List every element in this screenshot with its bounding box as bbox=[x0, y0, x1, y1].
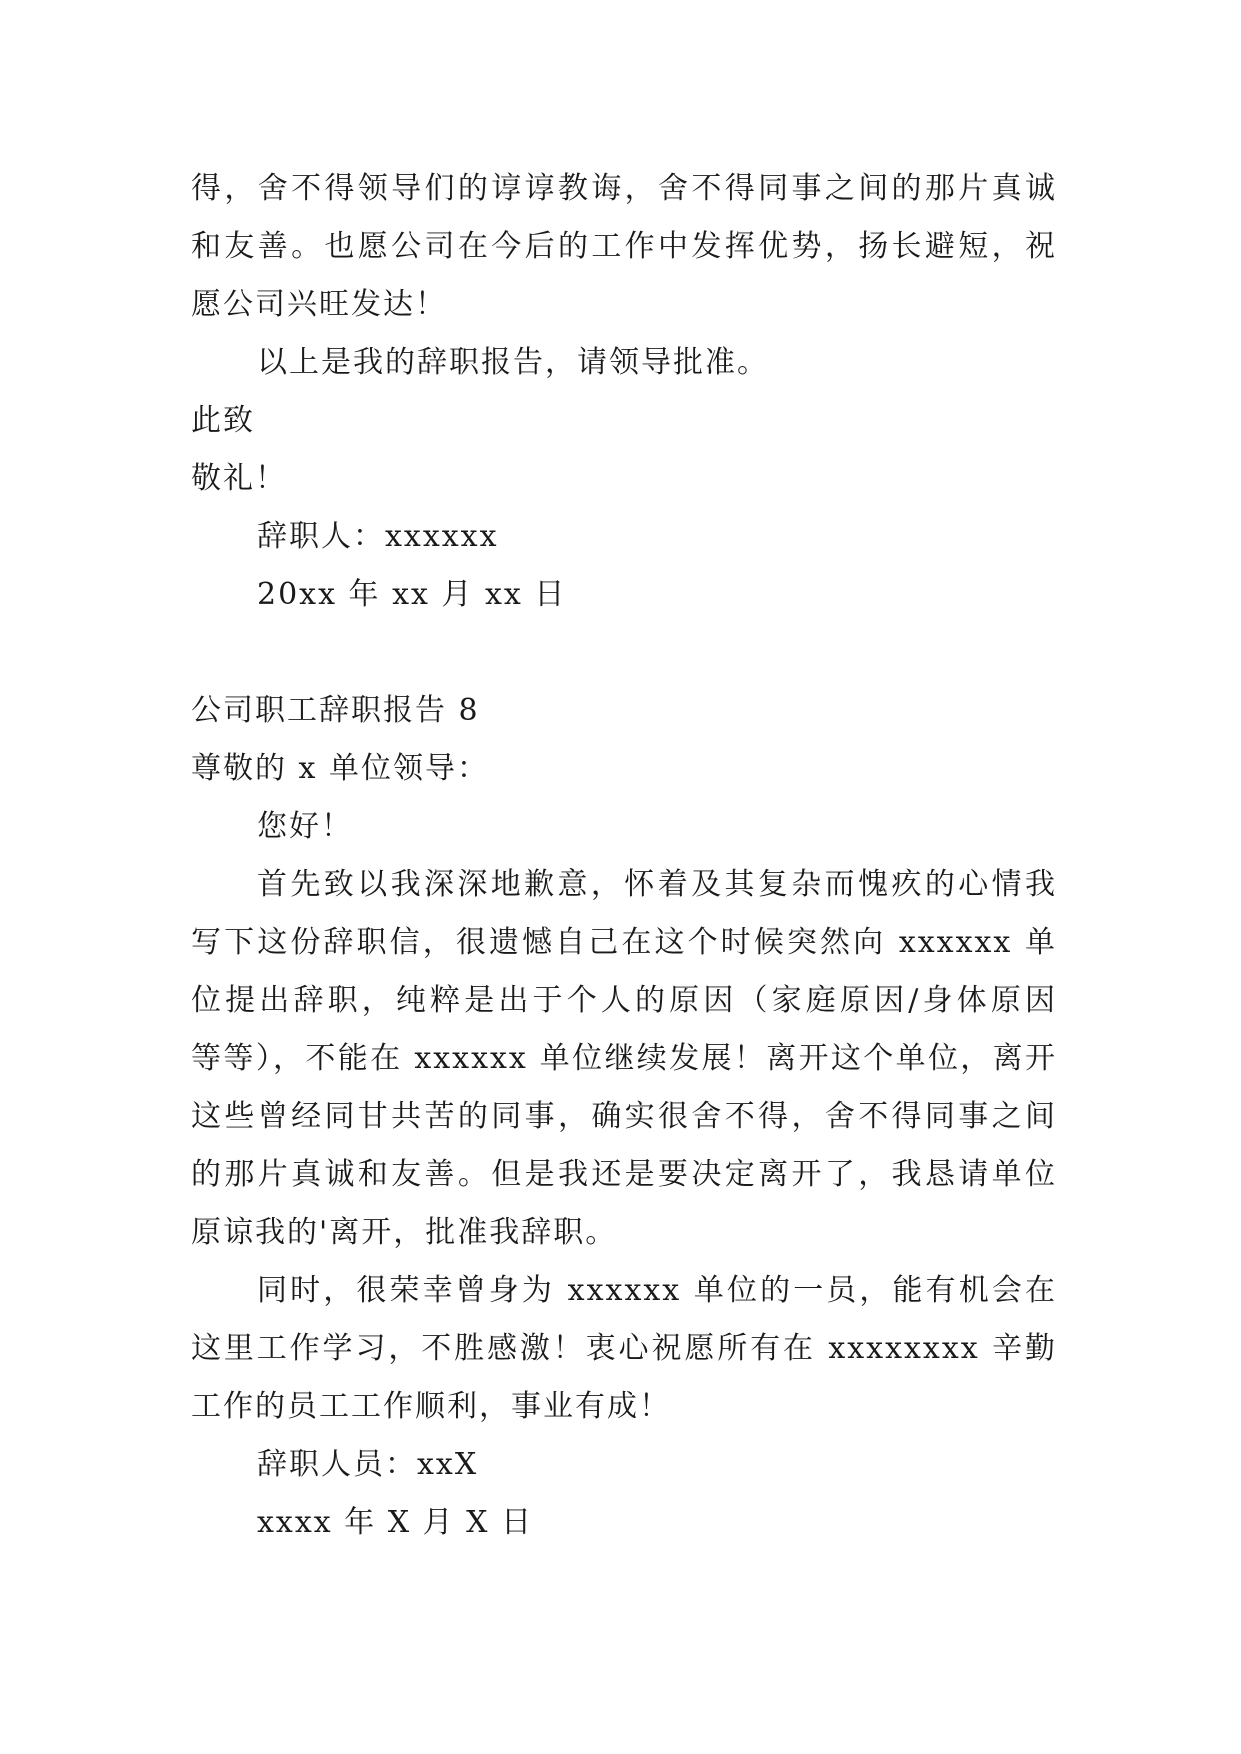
paragraph-line: 愿公司兴旺发达！ bbox=[191, 287, 447, 322]
addressee: 尊敬的 x 单位领导： bbox=[191, 751, 489, 786]
paragraph-line: 的那片真诚和友善。但是我还是要决定离开了，我恳请单位 bbox=[191, 1157, 1057, 1192]
section-gap bbox=[191, 624, 1057, 682]
salutation-line: 此致 bbox=[191, 403, 255, 438]
paragraph-line: 写下这份辞职信，很遗憾自己在这个时候突然向 xxxxxx 单 bbox=[191, 925, 1057, 960]
paragraph-line: 和友善。也愿公司在今后的工作中发挥优势，扬长避短，祝 bbox=[191, 229, 1057, 264]
paragraph-line: 原谅我的'离开，批准我辞职。 bbox=[191, 1215, 618, 1250]
signature-date: xxxx 年 X 月 X 日 bbox=[257, 1505, 534, 1540]
paragraph-line: 这里工作学习，不胜感激！衷心祝愿所有在 xxxxxxxx 辛勤 bbox=[191, 1331, 1057, 1366]
greeting: 您好！ bbox=[257, 809, 353, 844]
signature-date: 20xx 年 xx 月 xx 日 bbox=[257, 577, 567, 612]
paragraph-line: 同时，很荣幸曾身为 xxxxxx 单位的一员，能有机会在 bbox=[257, 1273, 1057, 1308]
paragraph-line: 得，舍不得领导们的谆谆教诲，舍不得同事之间的那片真诚 bbox=[191, 171, 1057, 206]
paragraph-line: 工作的员工工作顺利，事业有成！ bbox=[191, 1389, 671, 1424]
section-heading: 公司职工辞职报告 8 bbox=[191, 693, 480, 728]
paragraph-line: 位提出辞职，纯粹是出于个人的原因（家庭原因/身体原因 bbox=[191, 983, 1057, 1018]
paragraph-line: 首先致以我深深地歉意，怀着及其复杂而愧疚的心情我 bbox=[257, 867, 1057, 902]
paragraph-line: 这些曾经同甘共苦的同事，确实很舍不得，舍不得同事之间 bbox=[191, 1099, 1057, 1134]
salutation-line: 敬礼！ bbox=[191, 461, 287, 496]
signer-name: 辞职人：xxxxxx bbox=[257, 519, 499, 554]
closing-request: 以上是我的辞职报告，请领导批准。 bbox=[257, 345, 769, 380]
signer-name: 辞职人员：xxX bbox=[257, 1447, 479, 1482]
document-page bbox=[191, 160, 1057, 1552]
paragraph-line: 等等），不能在 xxxxxx 单位继续发展！离开这个单位，离开 bbox=[191, 1041, 1057, 1076]
